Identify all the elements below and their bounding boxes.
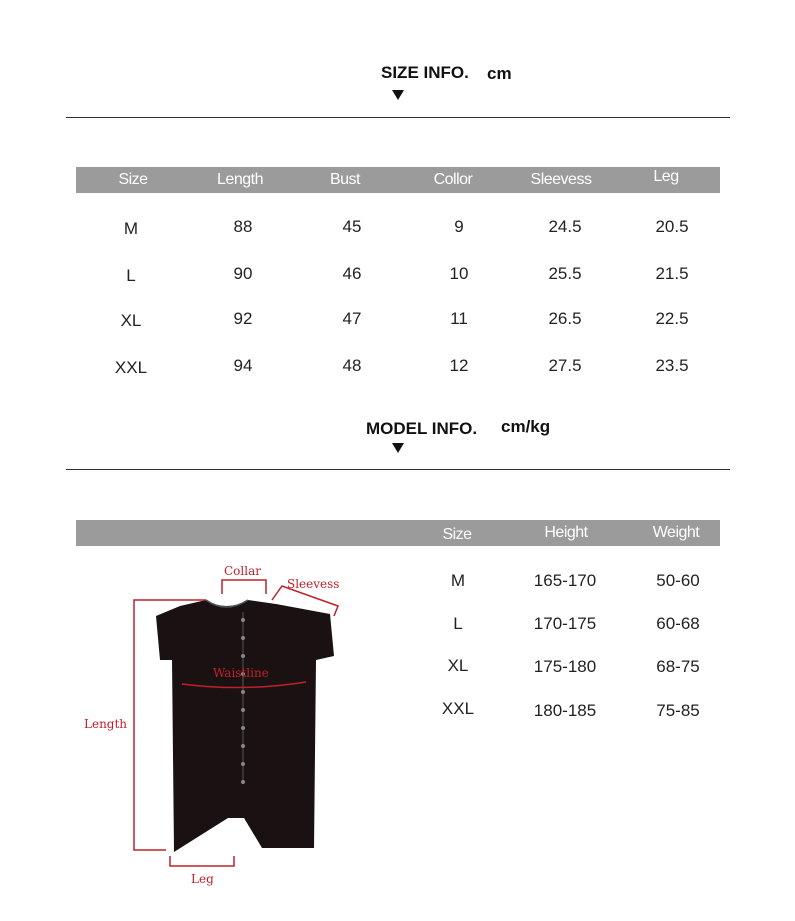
header-sleevess: Sleevess	[530, 171, 592, 188]
leg-marker	[170, 856, 234, 866]
table-cell: 24.5	[548, 217, 582, 236]
header-size: Size	[118, 171, 148, 188]
table-cell: L	[126, 266, 136, 285]
label-leg: Leg	[191, 872, 214, 886]
table-cell: 92	[233, 309, 253, 328]
table-cell: 165-170	[533, 571, 597, 590]
header-size: Size	[442, 526, 472, 543]
label-length: Length	[84, 717, 128, 731]
size-info-title: SIZE INFO.	[381, 63, 469, 82]
table-cell: L	[453, 614, 463, 633]
label-waistline: Waistline	[213, 666, 269, 680]
table-cell: 12	[449, 356, 469, 375]
table-cell: 48	[342, 356, 362, 375]
table-cell: 88	[233, 217, 253, 236]
table-cell: XXL	[114, 358, 148, 377]
header-collor: Collor	[433, 171, 473, 188]
table-cell: 45	[342, 217, 362, 236]
table-cell: XXL	[441, 699, 475, 718]
table-cell: 170-175	[533, 614, 597, 633]
down-arrow-icon	[392, 90, 404, 100]
table-cell: 60-68	[656, 614, 700, 633]
size-table-header	[76, 167, 720, 193]
table-cell: 23.5	[655, 356, 689, 375]
table-cell: 68-75	[656, 657, 700, 676]
table-cell: XL	[447, 656, 469, 675]
table-cell: 21.5	[655, 264, 689, 283]
table-cell: 22.5	[655, 309, 689, 328]
table-cell: 47	[342, 309, 362, 328]
table-cell: 46	[342, 264, 362, 283]
divider	[66, 469, 730, 470]
table-cell: M	[450, 571, 466, 590]
table-cell: 75-85	[656, 701, 700, 720]
table-cell: 175-180	[533, 657, 597, 676]
collar-marker	[222, 580, 266, 594]
table-cell: 10	[449, 264, 469, 283]
model-info-title: MODEL INFO.	[366, 419, 478, 438]
header-leg: Leg	[653, 168, 679, 185]
table-cell: 25.5	[548, 264, 582, 283]
header-weight: Weight	[652, 524, 700, 541]
table-cell: 26.5	[548, 309, 582, 328]
divider	[66, 117, 730, 118]
table-cell: 90	[233, 264, 253, 283]
table-cell: 27.5	[548, 356, 582, 375]
model-info-unit: cm/kg	[501, 417, 551, 436]
romper-silhouette	[156, 600, 334, 852]
table-cell: 180-185	[533, 701, 597, 720]
header-height: Height	[544, 524, 588, 541]
down-arrow-icon	[392, 443, 404, 453]
table-cell: 20.5	[655, 217, 689, 236]
header-length: Length	[217, 171, 263, 188]
table-cell: 11	[450, 309, 468, 328]
table-cell: 50-60	[656, 571, 700, 590]
table-cell: XL	[120, 311, 142, 330]
garment-diagram	[76, 556, 376, 896]
label-sleeves: Sleevess	[287, 577, 340, 591]
table-cell: 94	[233, 356, 253, 375]
model-table-header	[76, 520, 720, 546]
header-bust: Bust	[329, 171, 360, 188]
table-cell: 9	[454, 217, 464, 236]
size-info-unit: cm	[487, 64, 512, 83]
label-collar: Collar	[224, 564, 261, 578]
table-cell: M	[123, 219, 139, 238]
